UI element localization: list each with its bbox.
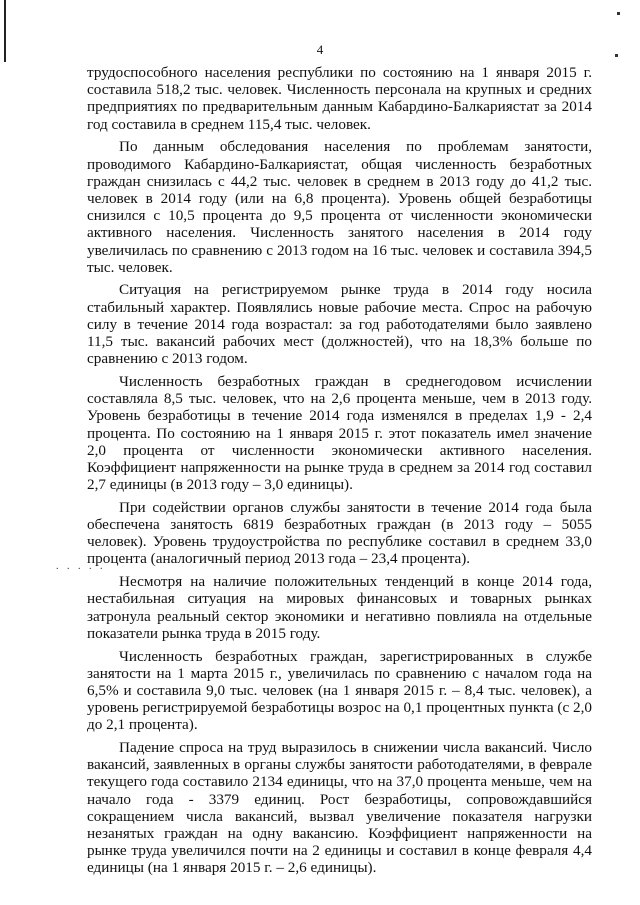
scan-speck [617, 12, 620, 15]
paragraph: Несмотря на наличие положительных тенденций в конце 2014 года, нестабильная ситуация на мировых финансовых и товарных рынках затронула реальный сектор экономики и негативно повлияла на отдельные показатели рынка труда в 2015 году. [87, 573, 592, 642]
paragraph: Численность безработных граждан в среднегодовом исчислении составляла 8,5 тыс. человек, что на 2,6 процента меньше, чем в 2013 году. Уровень безработицы в течение 2014 года изменялся в пределах 1,9 - 2,4 процента. По состоянию на 1 января 2015 г. этот показатель имел значение 2,0 процента от численности экономически активного населения. Коэффициент напряженности на рынке труда в среднем за 2014 год составил 2,7 единицы (в 2013 году – 3,0 единицы). [87, 372, 592, 494]
paragraph: При содействии органов службы занятости в течение 2014 года была обеспечена занятость 6819 безработных граждан (в 2013 году – 5055 человек). Уровень трудоустройства по республике составил в среднем 33,0 процента (аналогичный период 2013 года – 23,4 процента). [87, 498, 592, 568]
paragraph: Падение спроса на труд выразилось в снижении числа вакансий. Число вакансий, заявленных в органы службы занятости работодателями, в феврале текущего года составило 2134 единицы, что на 37,0 процента меньше, чем на начало года - 3379 единиц. Рост безработицы, сопровождавшийся сокращением числа вакансий, вызвал увеличение показателя нагрузки незанятых граждан на одну вакансию. Коэффициент напряженности на рынке труда увеличился почти на 2 единицы и составил в конце февраля 4,4 единицы (на 1 января 2015 г. – 2,6 единицы). [87, 739, 592, 877]
paragraph: трудоспособного населения республики по состоянию на 1 января 2015 г. составила 518,2 тыс. человек. Численность персонала на крупных и средних предприятиях по предварительным данным Кабардино-Балкариястат за 2014 год составила в среднем 115,4 тыс. человек. [87, 64, 592, 133]
page-number: 4 [316, 42, 324, 57]
paragraph: Ситуация на регистрируемом рынке труда в 2014 году носила стабильный характер. Появлялись новые рабочие места. Спрос на рабочую силу в течение 2014 года возрастал: за год работодателями было заявлено 11,5 тыс. вакансий рабочих мест (должностей), что на 18,3% больше по сравнению с 2013 годом. [87, 281, 592, 368]
margin-dots: . . . . . [56, 561, 106, 572]
paragraph: Численность безработных граждан, зарегистрированных в службе занятости на 1 марта 2015 г., увеличилась по сравнению с началом года на 6,5% и составила 9,0 тыс. человек (на 1 января 2015 г. – 8,4 тыс. человек), а уровень регистрируемой безработицы возрос на 0,1 процентных пункта (с 2,0 до 2,1 процента). [87, 647, 592, 734]
document-body [87, 64, 592, 882]
paragraph: По данным обследования населения по проблемам занятости, проводимого Кабардино-Балкариястат, общая численность безработных граждан снизилась с 44,2 тыс. человек в среднем в 2013 году до 41,2 тыс. человек в 2014 году (или на 6,8 процента). Уровень общей безработицы снизился с 10,5 процента до 9,5 процента от численности экономически активного населения. Численность занятого населения в 2014 году увеличилась по сравнению с 2013 годом на 16 тыс. человек и составила 394,5 тыс. человек. [87, 138, 592, 276]
